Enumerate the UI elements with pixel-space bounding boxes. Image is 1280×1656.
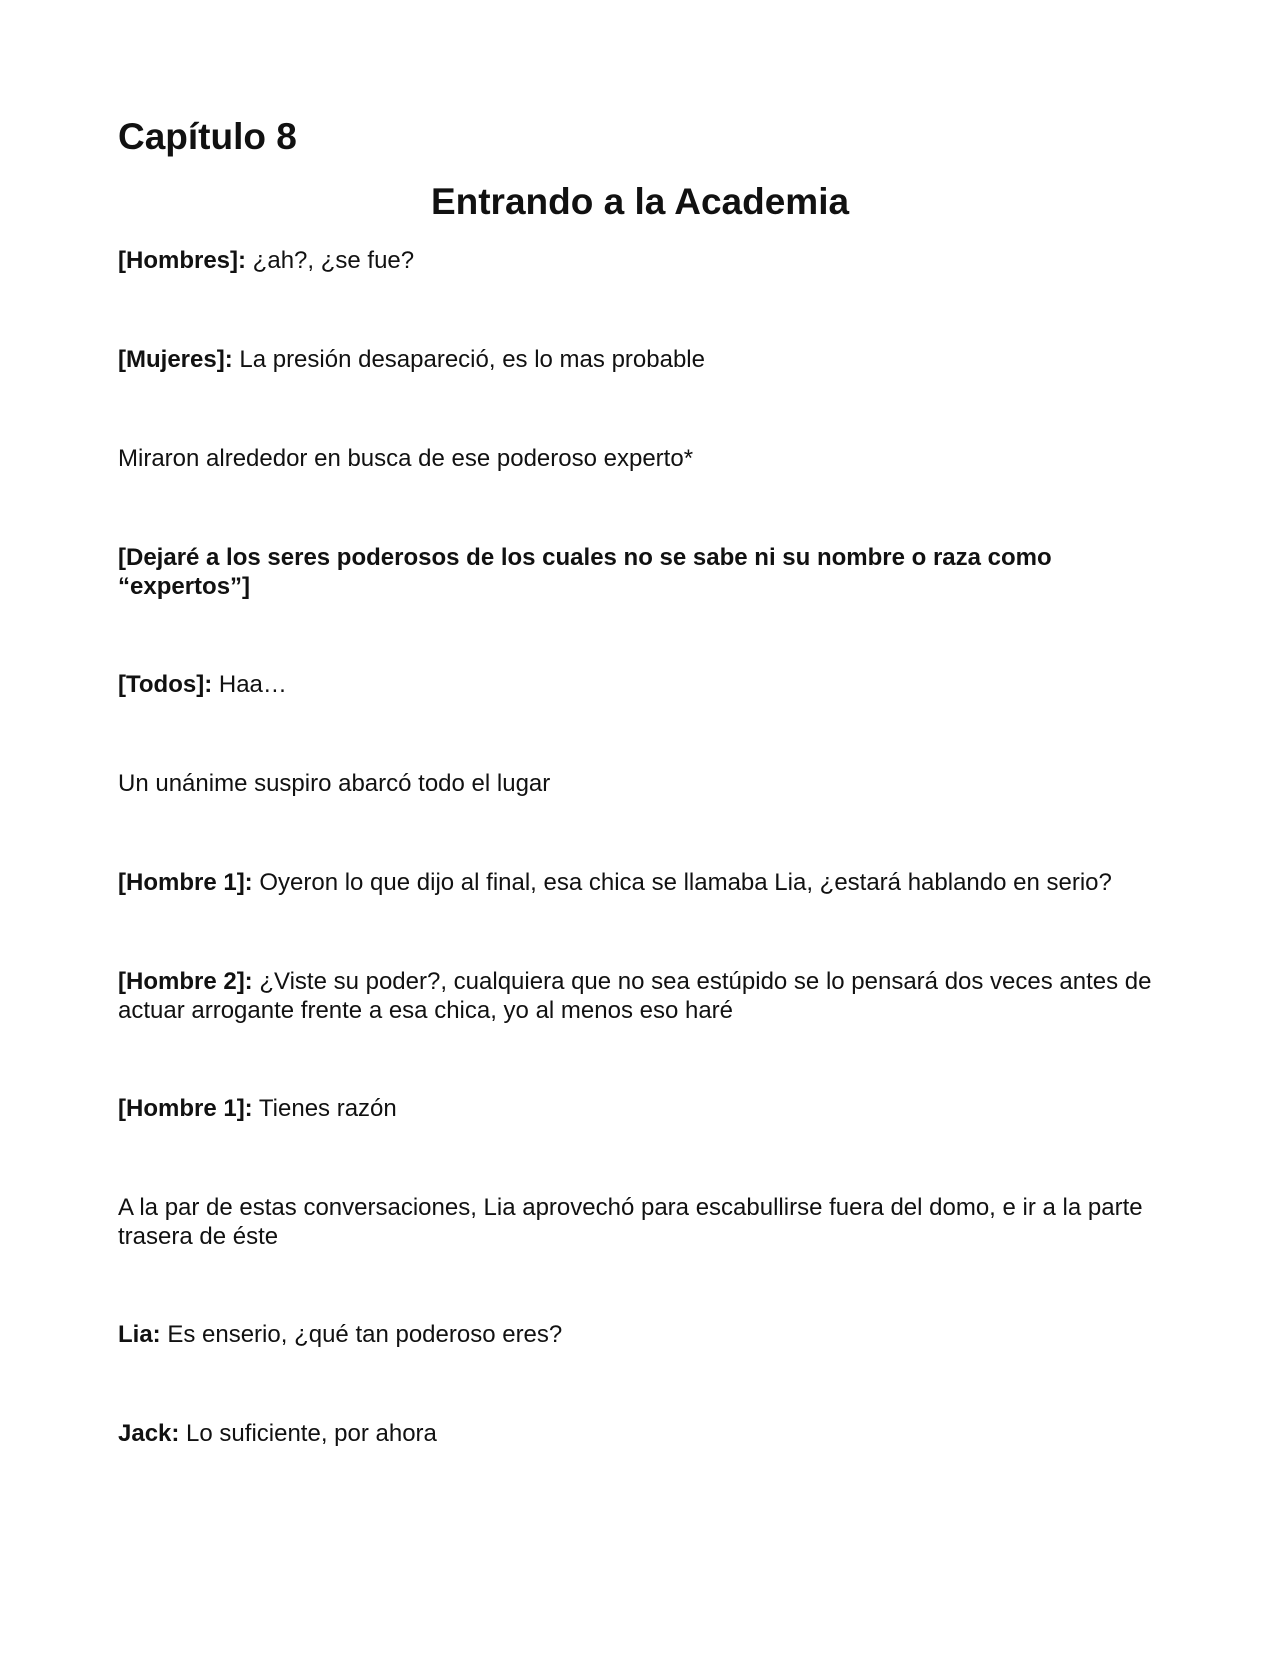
narration-text: A la par de estas conversaciones, Lia aprovechó para escabullirse fuera del domo, e ir a la parte trasera de éste	[118, 1194, 1143, 1250]
author-note-text: [Dejaré a los seres poderosos de los cuales no se sabe ni su nombre o raza como “expertos”]	[118, 544, 1052, 600]
paragraph-author-note	[118, 543, 1178, 601]
dialogue-text: ¿Viste su poder?, cualquiera que no sea estúpido se lo pensará dos veces antes de actuar arrogante frente a esa chica, yo al menos eso haré	[118, 968, 1152, 1024]
chapter-subtitle: Entrando a la Academia	[430, 181, 850, 222]
paragraph-dialogue	[118, 1419, 1178, 1448]
paragraph-dialogue	[118, 1320, 1178, 1349]
narration-text: Un unánime suspiro abarcó todo el lugar	[118, 770, 551, 797]
speaker-label: [Todos]:	[118, 671, 213, 698]
paragraph-dialogue	[118, 868, 1178, 897]
paragraph-dialogue	[118, 1094, 1178, 1123]
speaker-label: Lia:	[118, 1321, 161, 1348]
paragraph-narration	[118, 769, 1178, 798]
dialogue-text: Es enserio, ¿qué tan poderoso eres?	[160, 1321, 563, 1348]
chapter-title: Capítulo 8	[118, 116, 297, 157]
paragraph-narration	[118, 1193, 1178, 1251]
dialogue-text: La presión desapareció, es lo mas probable	[232, 346, 705, 373]
paragraph-dialogue	[118, 345, 1178, 374]
narration-text: Miraron alrededor en busca de ese poderoso experto*	[118, 445, 694, 472]
dialogue-text: Oyeron lo que dijo al final, esa chica se llamaba Lia, ¿estará hablando en serio?	[252, 869, 1112, 896]
dialogue-text: Lo suficiente, por ahora	[179, 1420, 437, 1447]
speaker-label: [Mujeres]:	[118, 346, 233, 373]
speaker-label: Jack:	[118, 1420, 180, 1447]
paragraph-dialogue	[118, 246, 1178, 275]
dialogue-text: Tienes razón	[252, 1095, 397, 1122]
paragraph-narration	[118, 444, 1178, 473]
speaker-label: [Hombre 1]:	[118, 869, 253, 896]
dialogue-text: ¿ah?, ¿se fue?	[246, 247, 415, 274]
speaker-label: [Hombres]:	[118, 247, 247, 274]
paragraph-dialogue	[118, 670, 1178, 699]
paragraph-dialogue	[118, 967, 1178, 1025]
speaker-label: [Hombre 2]:	[118, 968, 253, 995]
dialogue-text: Haa…	[212, 671, 287, 698]
speaker-label: [Hombre 1]:	[118, 1095, 253, 1122]
